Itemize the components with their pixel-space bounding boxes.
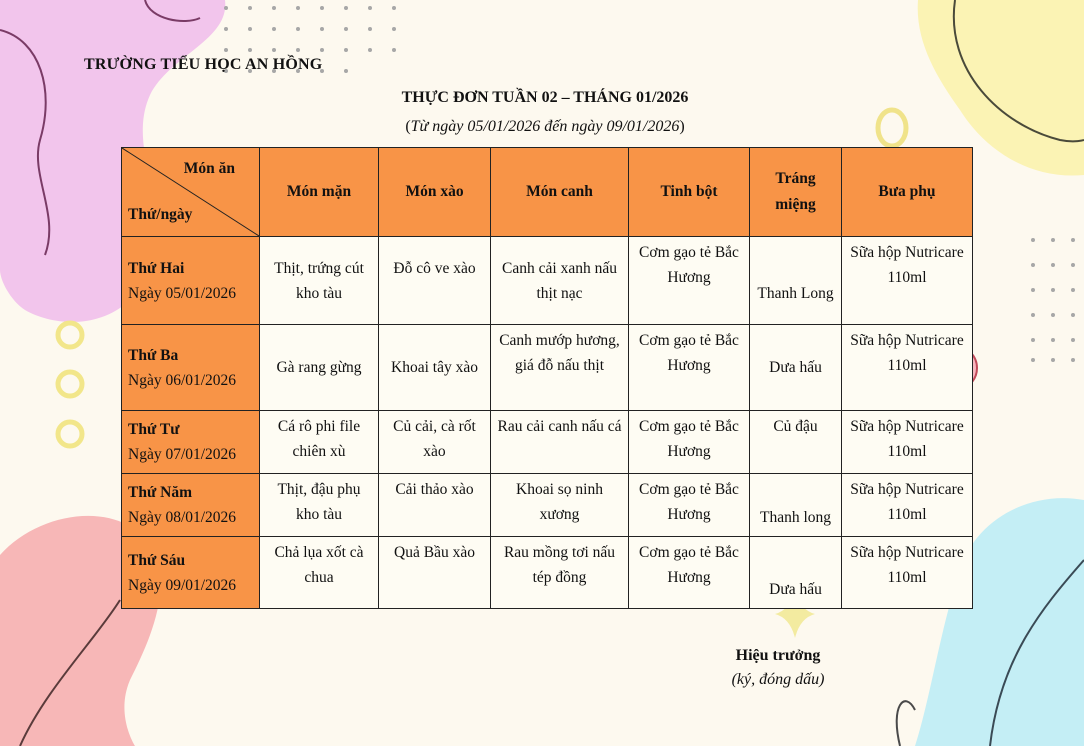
date-range-text: Từ ngày 05/01/2026 đến ngày 09/01/2026 <box>410 118 680 135</box>
table-header-row <box>122 148 973 237</box>
day-cell <box>122 411 260 474</box>
column-header-soup: Món canh <box>491 148 629 237</box>
menu-cell: Sữa hộp Nutricare 110ml <box>842 474 973 537</box>
menu-cell: Rau cải canh nấu cá <box>491 411 629 474</box>
menu-cell: Khoai sọ ninh xương <box>491 474 629 537</box>
day-date: Ngày 07/01/2026 <box>128 446 237 463</box>
column-header-main-dish: Món mặn <box>260 148 379 237</box>
day-name: Thứ Tư <box>128 421 180 438</box>
menu-cell: Sữa hộp Nutricare 110ml <box>842 537 973 609</box>
menu-cell: Canh mướp hương, giá đỗ nấu thịt <box>491 325 629 411</box>
column-header-stir-fry: Món xào <box>379 148 491 237</box>
menu-cell: Sữa hộp Nutricare 110ml <box>842 325 973 411</box>
day-cell <box>122 537 260 609</box>
menu-cell: Chả lụa xốt cà chua <box>260 537 379 609</box>
menu-date-range: (Từ ngày 05/01/2026 đến ngày 09/01/2026) <box>405 118 685 135</box>
day-date: Ngày 06/01/2026 <box>128 371 237 389</box>
menu-cell: Đỗ cô ve xào <box>379 237 491 325</box>
menu-cell: Cá rô phi file chiên xù <box>260 411 379 474</box>
menu-cell: Cải thảo xào <box>379 474 491 537</box>
day-date: Ngày 08/01/2026 <box>128 509 237 526</box>
menu-cell: Thanh Long <box>750 237 842 325</box>
menu-cell: Thanh long <box>750 474 842 537</box>
menu-title: THỰC ĐƠN TUẦN 02 – THÁNG 01/2026 <box>401 89 689 106</box>
column-header-dessert: Tráng miệng <box>750 148 842 237</box>
column-header-starch: Tinh bột <box>629 148 750 237</box>
day-name: Thứ Hai <box>128 259 185 277</box>
menu-cell: Cơm gạo tẻ Bắc Hương <box>629 474 750 537</box>
corner-label-dish: Món ăn <box>183 160 235 177</box>
menu-cell: Thịt, đậu phụ kho tàu <box>260 474 379 537</box>
signature-note-text: ký, đóng dấu <box>736 671 820 688</box>
table-row <box>122 474 973 537</box>
day-cell <box>122 474 260 537</box>
day-date: Ngày 05/01/2026 <box>128 284 237 302</box>
menu-cell: Cơm gạo tẻ Bắc Hương <box>629 411 750 474</box>
table-row <box>122 411 973 474</box>
table-row <box>122 237 973 325</box>
day-cell <box>122 237 260 325</box>
menu-cell: Củ đậu <box>750 411 842 474</box>
menu-cell: Thịt, trứng cút kho tàu <box>260 237 379 325</box>
menu-cell: Quả Bầu xào <box>379 537 491 609</box>
menu-cell: Cơm gạo tẻ Bắc Hương <box>629 325 750 411</box>
day-date: Ngày 09/01/2026 <box>128 576 237 594</box>
column-header-snack: Bưa phụ <box>842 148 973 237</box>
menu-cell: Dưa hấu <box>750 325 842 411</box>
menu-cell: Rau mồng tơi nấu tép đồng <box>491 537 629 609</box>
table-row <box>122 325 973 411</box>
day-name: Thứ Năm <box>128 484 192 501</box>
menu-cell: Cơm gạo tẻ Bắc Hương <box>629 237 750 325</box>
day-cell <box>122 325 260 411</box>
menu-cell: Khoai tây xào <box>379 325 491 411</box>
corner-label-day: Thứ/ngày <box>128 206 193 223</box>
menu-cell: Sữa hộp Nutricare 110ml <box>842 237 973 325</box>
menu-cell: Dưa hấu <box>750 537 842 609</box>
menu-cell: Cơm gạo tẻ Bắc Hương <box>629 537 750 609</box>
menu-cell: Củ cải, cà rốt xào <box>379 411 491 474</box>
day-name: Thứ Sáu <box>128 551 186 569</box>
signature-note: (ký, đóng dấu) <box>731 671 825 688</box>
principal-title: Hiệu trưởng <box>735 647 821 664</box>
menu-cell: Canh cải xanh nấu thịt nạc <box>491 237 629 325</box>
weekly-menu-table <box>121 147 973 609</box>
corner-header <box>122 148 260 237</box>
school-name: TRƯỜNG TIỂU HỌC AN HỒNG <box>84 56 323 73</box>
menu-cell: Gà rang gừng <box>260 325 379 411</box>
table-row <box>122 537 973 609</box>
day-name: Thứ Ba <box>128 346 179 364</box>
menu-cell: Sữa hộp Nutricare 110ml <box>842 411 973 474</box>
